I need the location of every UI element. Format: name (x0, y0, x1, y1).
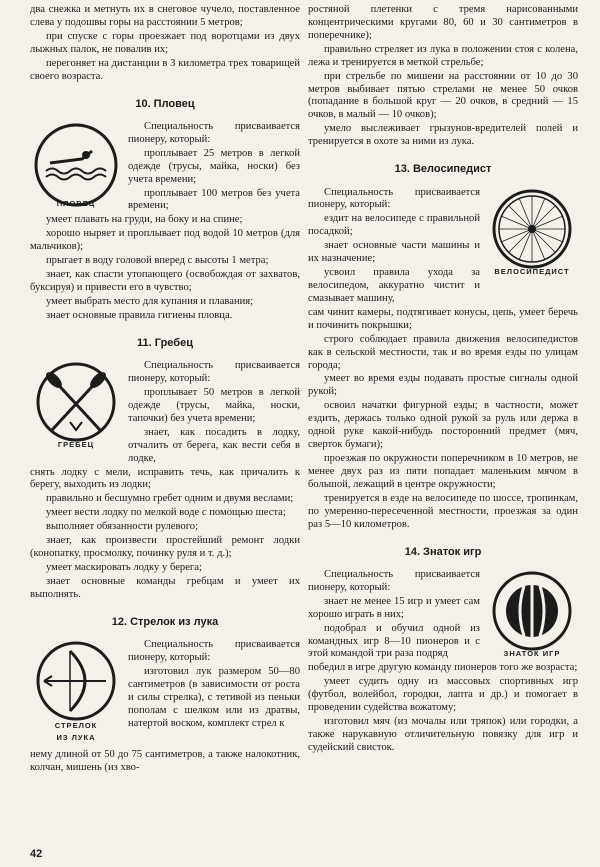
paragraph: изготовил лук размером 50—80 сантиметров (в зависимости от роста и силы стрелка), с тетивой из пеньки пополам с шелком или из дратвы, натертой воском, комплект стрел к (128, 666, 300, 729)
paragraph: Специальность присваивается пионеру, который: (308, 568, 480, 593)
paragraph: правильно стреляет из лука в положении стоя с колена, лежа и тренируется в меткой стрельбе; (308, 43, 578, 68)
paragraph: умеет маскировать лодку у берега; (46, 562, 202, 573)
paragraph: правильно и бесшумно гребет одним и двумя веслами; (46, 493, 294, 505)
paragraph: знает не менее 15 игр и умеет сам хорошо играть в них; (308, 595, 480, 620)
badge-caption: ИЗ ЛУКА (56, 733, 96, 743)
swimmer-badge (30, 121, 122, 213)
paragraph: при стрельбе по мишени на расстоянии от 10 до 30 метров выбивает пятью стрелами не менее 50 очков (попадание в большой круг — 20 очков, в средний — 15 очков, в малый — 10 очков); (308, 70, 578, 121)
rower-side-text (128, 360, 300, 466)
paragraph: два снежка и метнуть их в снеговое чучело, поставленное слева у подошвы горы на расстоянии 5 метров; (30, 4, 300, 28)
section-title-rower: 11. Гребец (137, 336, 193, 349)
archer-badge-block (30, 639, 300, 749)
cyclist-side-text (308, 187, 480, 307)
wheel-badge-icon (486, 187, 578, 279)
paragraph: умеет судить одну из массовых спортивных игр (футбол, волейбол, городки, лапта и др.) и помогает в проведении судейства вожатому; (308, 676, 578, 714)
paragraph: знает, как спасти утопающего (освобождая от захватов, буксируя) и привести его в чувство; (30, 269, 300, 293)
paragraph: строго соблюдает правила движения велосипедистов как в сельской местности, так и во время езды по улицам города; (308, 333, 578, 371)
paragraph: проплывает 50 метров в легкой одежде (трусы, майка, носки, тапочки) без учета времени; (128, 387, 300, 424)
rower-badge-block (30, 360, 300, 466)
section-title-gamer: 14. Знаток игр (404, 545, 482, 558)
rower-badge (30, 360, 122, 452)
badge-caption: ЗНАТОК ИГР (503, 648, 561, 658)
paragraph: ездит на велосипеде с правильной посадкой; (308, 213, 480, 238)
paragraph: знает, как посадить в лодку, отчалить от берега, как вести себя в лодке, (128, 426, 300, 464)
paragraph: Специальность присваивается пионеру, который: (128, 360, 300, 385)
bow-badge-icon (30, 639, 122, 731)
paragraph: нему длиной от 50 до 75 сантиметров, а также налокотник, колчан, мишень (из хво- (30, 749, 300, 774)
paragraph: умело выслеживает грызунов-вредителей полей и тренируется в охоте за ними из лука. (308, 123, 578, 148)
paragraph: сам чинит камеры, подтягивает конусы, цепь, умеет беречь и починить покрышки; (308, 306, 578, 331)
paragraph: умеет вести лодку по мелкой воде с помощью шеста; (46, 507, 286, 519)
badge-caption: СТРЕЛОК (54, 721, 98, 731)
paragraph: прыгает в воду головой вперед с высоты 1 метра; (46, 255, 269, 267)
paragraph: Специальность присваивается пионеру, который: (128, 120, 300, 145)
archer-side-text (128, 639, 300, 731)
paragraph: победил в игре другую команду пионеров того же возраста; (308, 662, 578, 674)
paragraph: знает основные команды гребцам и умеет их выполнять. (30, 575, 300, 600)
paragraph: перегоняет на дистанции в 3 километра трех товарищей своего возраста. (30, 57, 300, 82)
gamer-side-text (308, 569, 480, 662)
swimmer-badge-block (30, 121, 300, 214)
paragraph: ростяной плетенки с тремя нарисованными концентрическими кругами 80, 60 и 30 сантиметров в поперечнике); (308, 4, 578, 41)
cyclist-badge-block (308, 187, 578, 307)
gamer-badge (486, 569, 578, 661)
paragraph: умеет во время езды подавать простые сигналы одной рукой; (308, 373, 578, 398)
page-number: 42 (30, 847, 43, 860)
paragraph: Специальность присваивается пионеру, который: (308, 186, 480, 211)
paragraph: проплывает 100 метров без учета времени; (128, 187, 300, 212)
badge-caption: ГРЕБЕЦ (57, 440, 95, 450)
paragraph: знает основные части машины и их назначение; (308, 240, 480, 265)
section-title-swimmer: 10. Пловец (135, 97, 195, 110)
archer-badge (30, 639, 122, 749)
paragraph: выполняет обязанности рулевого; (46, 521, 199, 533)
paragraph: знает, как произвести простейший ремонт лодки (конопатку, просмолку, починку руля и т. д.); (30, 535, 300, 560)
paragraph: проезжая по окружности поперечником в 10 метров, не менее двух раз из пяти попадает маленьким мячом в большой, лежащий в центре окружности; (308, 452, 578, 490)
paragraph: Специальность присваивается пионеру, который: (128, 639, 300, 664)
paragraph: умеет плавать на груди, на боку и на спине; (46, 214, 243, 226)
paragraph: тренируется в езде на велосипеде по шоссе, тропинкам, по умеренно-пересеченной местности, проезжая за один раз 5—10 километров. (308, 492, 578, 530)
oars-badge-icon (30, 360, 122, 452)
paragraph: хорошо ныряет и проплывает под водой 10 метров (для мальчиков); (30, 228, 300, 253)
paragraph: изготовил мяч (из мочалы или тряпок) или городки, а также нарукавную отличительную повязку для игр и судейский свисток. (308, 716, 578, 753)
swimmer-side-text (128, 121, 300, 214)
cyclist-badge (486, 187, 578, 279)
left-column (30, 4, 300, 776)
badge-caption: ВЕЛОСИПЕДИСТ (494, 266, 570, 276)
gamer-badge-block (308, 569, 578, 662)
paragraph: проплывает 25 метров в легкой одежде (трусы, майка, носки) без учета времени; (128, 147, 300, 185)
section-title-archer: 12. Стрелок из лука (111, 615, 219, 628)
paragraph: освоил начатки фигурной езды; в частности, может ездить, держась только одной рукой за руль или держа в одной руке какой-нибудь посторонний предмет (мяч, сверток бумаги); (308, 400, 578, 451)
paragraph: снять лодку с мели, исправить течь, как причалить к берегу, выходить из лодки; (30, 466, 300, 491)
paragraph: подобрал и обучил одной из командных игр 8—10 пионеров и с этой командой три раза подряд (308, 622, 480, 660)
right-column (308, 4, 578, 756)
paragraph: усвоил правила ухода за велосипедом, аккуратно чистит и смазывает машину, (308, 267, 480, 304)
badge-caption: ПЛОВЕЦ (56, 198, 96, 208)
paragraph: при спуске с горы проезжает под воротцами из двух лыжных палок, не повалив их; (30, 30, 300, 55)
ball-badge-icon (486, 569, 578, 661)
paragraph: знает основные правила гигиены пловца. (46, 309, 233, 321)
paragraph: умеет выбрать место для купания и плавания; (46, 295, 254, 307)
section-title-cyclist: 13. Велосипедист (394, 163, 492, 176)
